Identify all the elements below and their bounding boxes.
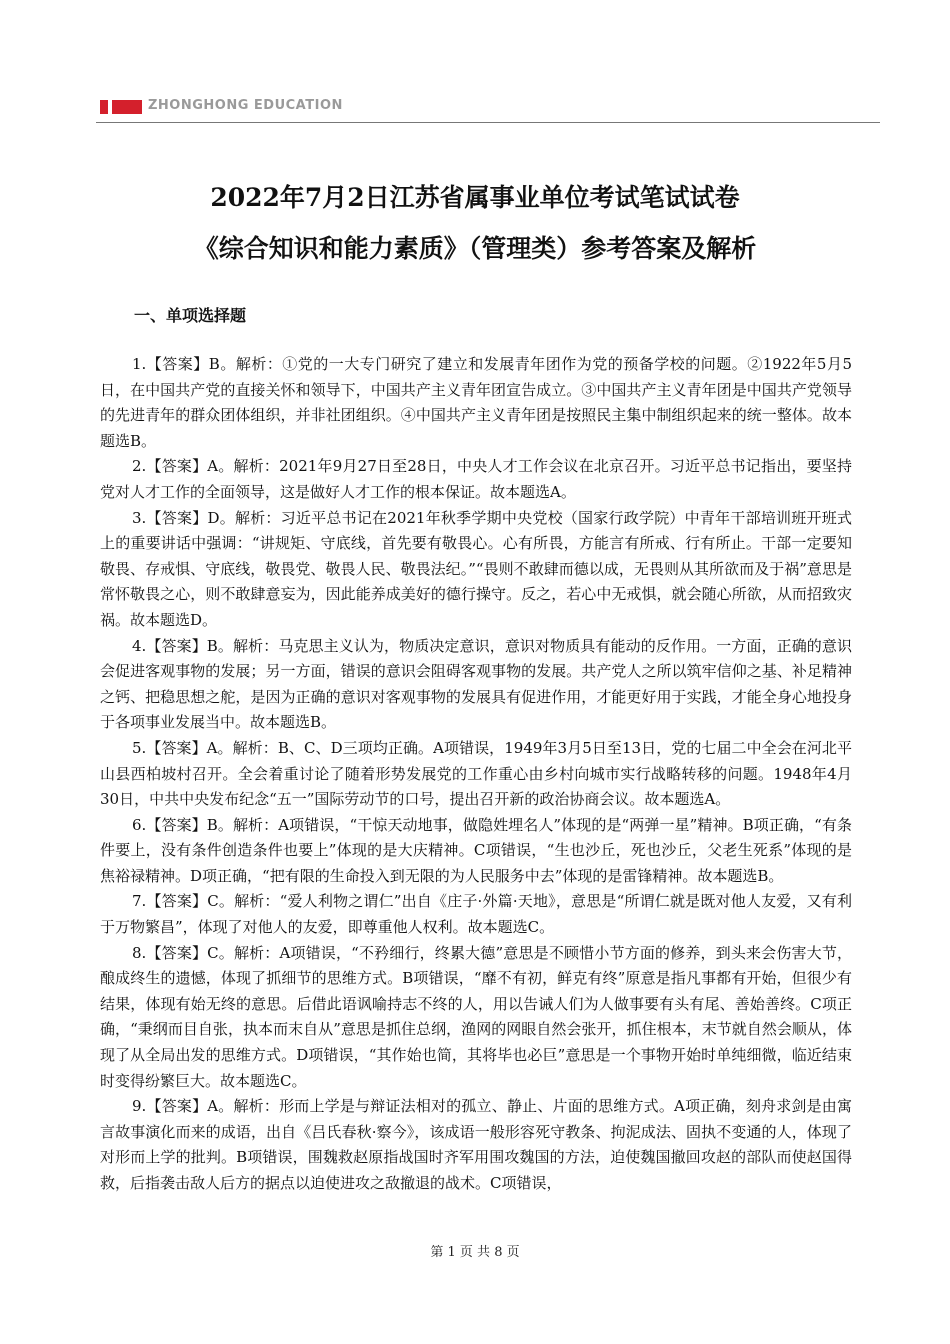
answer-item-6: 6.【答案】B。解析：A项错误，“干惊天动地事，做隐姓埋名人”体现的是“两弹一星”精神。B项正确，“有条件要上，没有条件创造条件也要上”体现的是大庆精神。C项错误，“生也沙丘，死也沙丘，父老生死系”体现的是焦裕禄精神。D项正确，“把有限的生命投入到无限的为人民服务中去”体现的是雷锋精神。故本题选B。	[100, 815, 852, 885]
answer-item-2: 2.【答案】A。解析：2021年9月27日至28日，中央人才工作会议在北京召开。习近平总书记指出，要坚持党对人才工作的全面领导，这是做好人才工作的根本保证。故本题选A。	[100, 457, 852, 501]
page-number: 第 1 页 共 8 页	[430, 1245, 520, 1260]
header-divider	[96, 122, 880, 123]
brand-logo-icon	[100, 100, 142, 114]
document-title-line-1: 2022年7月2日江苏省属事业单位考试笔试试卷	[210, 183, 740, 212]
page-header	[96, 92, 880, 124]
answer-item-4: 4.【答案】B。解析：马克思主义认为，物质决定意识，意识对物质具有能动的反作用。一方面，正确的意识会促进客观事物的发展；另一方面，错误的意识会阻碍客观事物的发展。共产党人之所以筑牢信仰之基、补足精神之钙、把稳思想之舵，是因为正确的意识对客观事物的发展具有促进作用，才能更好用于实践，才能全身心地投身于各项事业发展当中。故本题选B。	[100, 636, 852, 732]
brand-logo-text: ZHONGHONG EDUCATION	[148, 98, 343, 113]
answer-item-1: 1.【答案】B。解析：①党的一大专门研究了建立和发展青年团作为党的预备学校的问题。②1922年5月5日，在中国共产党的直接关怀和领导下，中国共产主义青年团宣告成立。③中国共产主义青年团是中国共产党领导的先进青年的群众团体组织，并非社团组织。④中国共产主义青年团是按照民主集中制组织起来的统一整体。故本题选B。	[100, 355, 852, 450]
answer-item-9: 9.【答案】A。解析：形而上学是与辩证法相对的孤立、静止、片面的思维方式。A项正确，刻舟求剑是由寓言故事演化而来的成语，出自《吕氏春秋·察今》，该成语一般形容死守教条、拘泥成法、固执不变通的人，体现了对形而上学的批判。B项错误，围魏救赵原指战国时齐军用围攻魏国的方法，迫使魏国撤回攻赵的部队而使赵国得救，后指袭击敌人后方的据点以迫使进攻之敌撤退的战术。C项错误，	[100, 1097, 852, 1192]
answer-item-7: 7.【答案】C。解析：“爱人利物之谓仁”出自《庄子·外篇·天地》，意思是“所谓仁就是既对他人友爱，又有利于万物繁昌”，体现了对他人的友爱，即尊重他人权利。故本题选C。	[100, 892, 852, 937]
section-heading: 一、单项选择题	[134, 306, 247, 325]
answer-list	[100, 352, 852, 1197]
document-title-line-2: 《综合知识和能力素质》（管理类）参考答案及解析	[193, 234, 757, 263]
answer-item-5: 5.【答案】A。解析：B、C、D三项均正确。A项错误，1949年3月5日至13日，党的七届二中全会在河北平山县西柏坡村召开。全会着重讨论了随着形势发展党的工作重心由乡村向城市实行战略转移的问题。1948年4月30日，中共中央发布纪念“五一”国际劳动节的口号，提出召开新的政治协商会议。故本题选A。	[100, 738, 852, 809]
answer-item-8: 8.【答案】C。解析：A项错误，“不矜细行，终累大德”意思是不顾惜小节方面的修养，到头来会伤害大节，酿成终生的遗憾，体现了抓细节的思维方式。B项错误，“靡不有初，鲜克有终”原意是指凡事都有开始，但很少有结果，体现有始无终的意思。后借此语讽喻持志不终的人，用以告诫人们为人做事要有头有尾、善始善终。C项正确，“秉纲而目自张，执本而末自从”意思是抓住总纲，渔网的网眼自然会张开，抓住根本，末节就自然会顺从，体现了从全局出发的思维方式。D项错误，“其作始也简，其将毕也必巨”意思是一个事物开始时单纯细微，临近结束时变得纷繁巨大。故本题选C。	[100, 943, 852, 1090]
answer-item-3: 3.【答案】D。解析：习近平总书记在2021年秋季学期中央党校（国家行政学院）中青年干部培训班开班式上的重要讲话中强调：“讲规矩、守底线，首先要有敬畏心。心有所畏，方能言有所戒、行有所止。干部一定要知敬畏、存戒惧、守底线，敬畏党、敬畏人民、敬畏法纪。”“畏则不敢肆而德以成，无畏则从其所欲而及于祸”意思是常怀敬畏之心，则不敢肆意妄为，因此能养成美好的德行操守。反之，若心中无戒惧，就会随心所欲，从而招致灾祸。故本题选D。	[100, 508, 852, 629]
